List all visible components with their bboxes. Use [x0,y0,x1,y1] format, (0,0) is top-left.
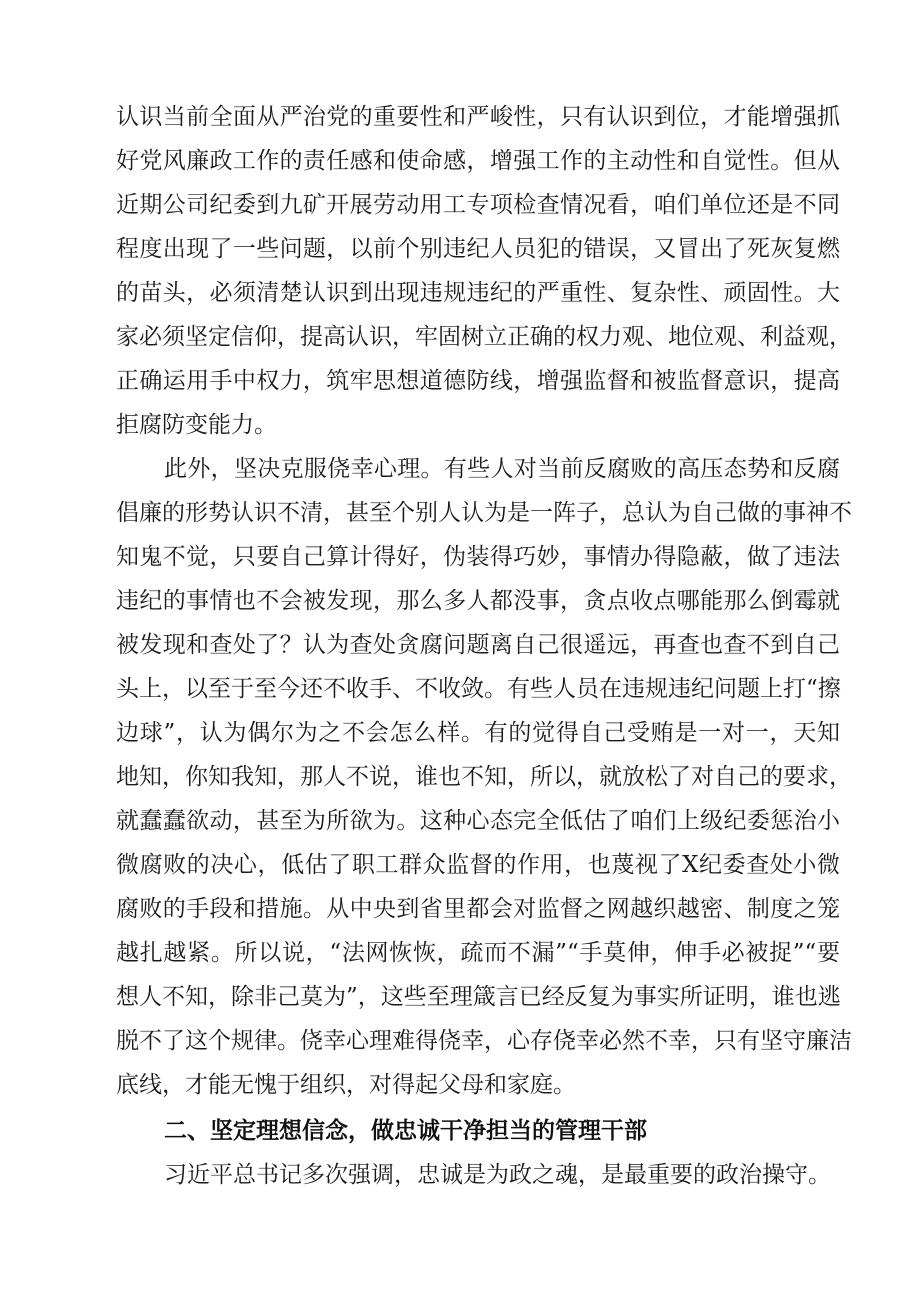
text-line: 想人不知，除非己莫为”，这些至理箴言已经反复为事实所证明，谁也逃 [116,984,841,1010]
text-line: 就蠢蠢欲动，甚至为所欲为。这种心态完全低估了咱们上级纪委惩治小 [116,808,840,834]
text-line: 知鬼不觉，只要自己算计得好，伪装得巧妙，事情办得隐蔽，做了违法 [116,544,840,570]
section-heading: 二、坚定理想信念，做忠诚干净担当的管理干部 [164,1118,647,1144]
text-line: 家必须坚定信仰，提高认识，牢固树立正确的权力观、地位观、利益观， [116,324,852,350]
text-line: 腐败的手段和措施。从中央到省里都会对监督之网越织越密、制度之笼 [116,896,840,922]
text-line: 正确运用手中权力，筑牢思想道德防线，增强监督和被监督意识，提高 [116,368,840,394]
text-line: 习近平总书记多次强调，忠诚是为政之魂，是最重要的政治操守。 [164,1162,831,1188]
text-line: 被发现和查处了？认为查处贪腐问题离自己很遥远，再查也查不到自己 [116,632,840,658]
text-line: 拒腐防变能力。 [116,412,277,438]
text-line: 程度出现了一些问题，以前个别违纪人员犯的错误，又冒出了死灰复燃 [116,236,840,262]
text-line: 近期公司纪委到九矿开展劳动用工专项检查情况看，咱们单位还是不同 [116,192,840,218]
text-line: 微腐败的决心，低估了职工群众监督的作用，也蔑视了X纪委查处小微 [116,852,840,878]
text-line: 的苗头，必须清楚认识到出现违规违纪的严重性、复杂性、顽固性。大 [116,280,840,306]
text-line: 倡廉的形势认识不清，甚至个别人认为是一阵子，总认为自己做的事神不 [116,500,852,526]
text-line: 头上，以至于至今还不收手、不收敛。有些人员在违规违纪问题上打“擦 [116,676,841,702]
text-line: 好党风廉政工作的责任感和使命感，增强工作的主动性和自觉性。但从 [116,148,840,174]
text-line: 地知，你知我知，那人不说，谁也不知，所以，就放松了对自己的要求， [116,764,852,790]
paragraph-1 [116,95,852,447]
text-line: 底线，才能无愧于组织，对得起父母和家庭。 [116,1072,576,1098]
document-body [116,95,852,1197]
text-line: 脱不了这个规律。侥幸心理难得侥幸，心存侥幸必然不幸，只有坚守廉洁 [116,1028,852,1054]
text-line: 边球”，认为偶尔为之不会怎么样。有的觉得自己受贿是一对一，天知 [116,720,840,746]
paragraph-2 [116,447,852,1107]
text-line: 此外，坚决克服侥幸心理。有些人对当前反腐败的高压态势和反腐 [164,456,840,482]
text-line: 越扎越紧。所以说，“法网恢恢，疏而不漏”“手莫伸，伸手必被捉”“要 [116,940,840,966]
text-line: 认识当前全面从严治党的重要性和严峻性，只有认识到位，才能增强抓 [116,104,840,130]
text-line: 违纪的事情也不会被发现，那么多人都没事，贪点收点哪能那么倒霉就 [116,588,840,614]
paragraph-3 [116,1153,840,1197]
